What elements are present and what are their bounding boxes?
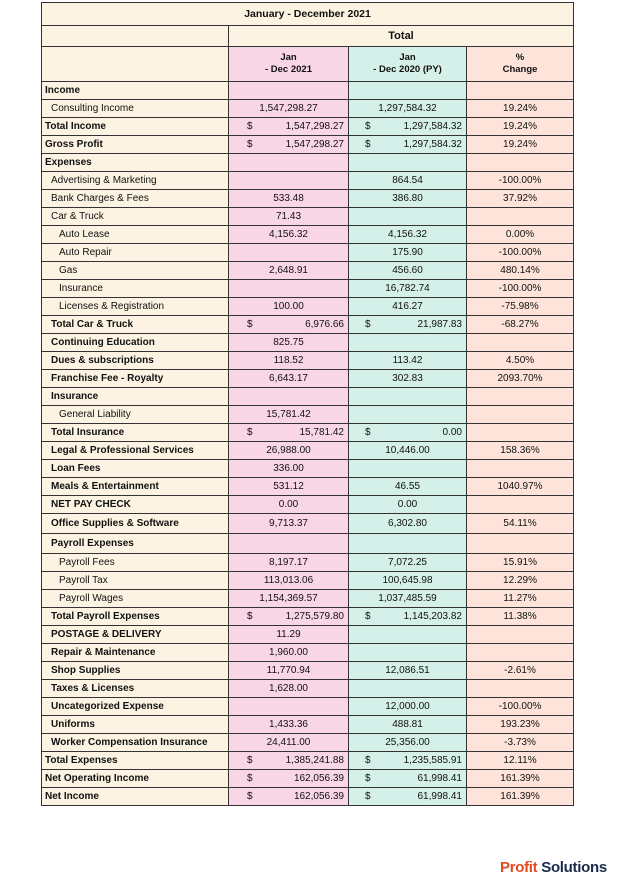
pct-change-value: 12.29%	[467, 572, 574, 590]
pct-change-value	[467, 644, 574, 662]
prior-year-value	[349, 680, 467, 698]
prior-year-value	[349, 608, 467, 626]
pct-change-value: 54.11%	[467, 514, 574, 534]
row-label: Expenses	[42, 154, 229, 172]
table-row	[42, 478, 574, 496]
pct-change-value: 193.23%	[467, 716, 574, 734]
amount: 162,056.39	[293, 791, 344, 802]
table-row	[42, 626, 574, 644]
current-year-value: 113,013.06	[229, 572, 349, 590]
table-row	[42, 460, 574, 478]
prior-year-value: 488.81	[349, 716, 467, 734]
row-label: General Liability	[42, 406, 229, 424]
table-row	[42, 190, 574, 208]
table-row	[42, 154, 574, 172]
row-label: Total Income	[42, 118, 229, 136]
profit-loss-table	[41, 2, 574, 806]
amount: 1,297,584.32	[403, 121, 462, 132]
current-year-value: 1,433.36	[229, 716, 349, 734]
table-row	[42, 334, 574, 352]
pct-change-value	[467, 388, 574, 406]
current-year-value: 11,770.94	[229, 662, 349, 680]
pct-change-value	[467, 460, 574, 478]
prior-year-value: 46.55	[349, 478, 467, 496]
row-label: Dues & subscriptions	[42, 352, 229, 370]
pct-change-value	[467, 680, 574, 698]
current-year-value	[229, 608, 349, 626]
prior-year-value: 6,302.80	[349, 514, 467, 534]
current-year-value: 8,197.17	[229, 554, 349, 572]
current-year-value	[229, 280, 349, 298]
row-label: Taxes & Licenses	[42, 680, 229, 698]
current-year-value: 11.29	[229, 626, 349, 644]
row-label: Total Insurance	[42, 424, 229, 442]
col-current-year-line1: Jan	[280, 52, 297, 63]
table-row	[42, 644, 574, 662]
prior-year-value: 25,356.00	[349, 734, 467, 752]
current-year-value	[229, 316, 349, 334]
prior-year-value: 0.00	[349, 496, 467, 514]
table-row	[42, 734, 574, 752]
table-row	[42, 572, 574, 590]
prior-year-value: 10,446.00	[349, 442, 467, 460]
row-label: Repair & Maintenance	[42, 644, 229, 662]
table-row	[42, 752, 574, 770]
prior-year-value	[349, 424, 467, 442]
row-label: Bank Charges & Fees	[42, 190, 229, 208]
currency-symbol: $	[247, 791, 253, 802]
row-label: Advertising & Marketing	[42, 172, 229, 190]
current-year-value: 533.48	[229, 190, 349, 208]
prior-year-value: 12,086.51	[349, 662, 467, 680]
table-row	[42, 388, 574, 406]
pct-change-value: 19.24%	[467, 118, 574, 136]
row-label: Continuing Education	[42, 334, 229, 352]
prior-year-value: 1,037,485.59	[349, 590, 467, 608]
table-row	[42, 352, 574, 370]
current-year-value	[229, 424, 349, 442]
current-year-value: 825.75	[229, 334, 349, 352]
current-year-value: 26,988.00	[229, 442, 349, 460]
table-row	[42, 788, 574, 806]
row-label: Net Operating Income	[42, 770, 229, 788]
current-year-value: 118.52	[229, 352, 349, 370]
current-year-value	[229, 136, 349, 154]
current-year-value: 531.12	[229, 478, 349, 496]
row-label: Payroll Tax	[42, 572, 229, 590]
table-row	[42, 172, 574, 190]
table-row	[42, 82, 574, 100]
pct-change-value: 11.27%	[467, 590, 574, 608]
row-label: Insurance	[42, 388, 229, 406]
row-label: Meals & Entertainment	[42, 478, 229, 496]
pct-change-value: -2.61%	[467, 662, 574, 680]
col-current-year-line2: - Dec 2021	[264, 64, 312, 75]
table-row	[42, 496, 574, 514]
row-label: POSTAGE & DELIVERY	[42, 626, 229, 644]
current-year-value: 0.00	[229, 496, 349, 514]
prior-year-value	[349, 406, 467, 424]
pct-change-value	[467, 406, 574, 424]
prior-year-value	[349, 752, 467, 770]
amount: 1,547,298.27	[285, 121, 344, 132]
table-row	[42, 406, 574, 424]
row-label: Total Expenses	[42, 752, 229, 770]
brand-part2: Solutions	[537, 859, 607, 876]
blank-header-cell	[42, 26, 229, 47]
prior-year-value: 7,072.25	[349, 554, 467, 572]
table-row	[42, 100, 574, 118]
table-row	[42, 716, 574, 734]
table-row	[42, 316, 574, 334]
current-year-value	[229, 154, 349, 172]
pct-change-value: -75.98%	[467, 298, 574, 316]
table-row	[42, 680, 574, 698]
current-year-value	[229, 244, 349, 262]
current-year-value	[229, 118, 349, 136]
col-pct-change-line1: %	[515, 52, 525, 63]
current-year-value: 2,648.91	[229, 262, 349, 280]
col-prior-year-line2: - Dec 2020 (PY)	[373, 64, 442, 75]
current-year-value: 24,411.00	[229, 734, 349, 752]
amount: 1,275,579.80	[285, 611, 344, 622]
pct-change-value	[467, 424, 574, 442]
row-label: Auto Lease	[42, 226, 229, 244]
table-row	[42, 208, 574, 226]
pct-change-value: -100.00%	[467, 172, 574, 190]
currency-symbol: $	[365, 755, 371, 766]
profit-solutions-logo	[500, 859, 607, 876]
current-year-value: 1,547,298.27	[229, 100, 349, 118]
pct-change-value: 158.36%	[467, 442, 574, 460]
pct-change-value: 12.11%	[467, 752, 574, 770]
prior-year-value	[349, 82, 467, 100]
current-year-value: 6,643.17	[229, 370, 349, 388]
pct-change-value: 19.24%	[467, 100, 574, 118]
prior-year-value: 456.60	[349, 262, 467, 280]
col-prior-year-line1: Jan	[399, 52, 416, 63]
prior-year-value	[349, 460, 467, 478]
current-year-value	[229, 388, 349, 406]
table-row	[42, 226, 574, 244]
current-year-value	[229, 534, 349, 554]
row-label: Insurance	[42, 280, 229, 298]
prior-year-value: 113.42	[349, 352, 467, 370]
amount: 0.00	[442, 427, 462, 438]
prior-year-value: 302.83	[349, 370, 467, 388]
row-label: Total Car & Truck	[42, 316, 229, 334]
pct-change-value: 0.00%	[467, 226, 574, 244]
prior-year-value	[349, 118, 467, 136]
currency-symbol: $	[247, 611, 253, 622]
table-row	[42, 662, 574, 680]
current-year-value: 15,781.42	[229, 406, 349, 424]
brand-part1: Profit	[500, 859, 538, 876]
prior-year-value	[349, 208, 467, 226]
current-year-value	[229, 752, 349, 770]
table-row	[42, 280, 574, 298]
amount: 162,056.39	[293, 773, 344, 784]
row-label: Licenses & Registration	[42, 298, 229, 316]
row-label: Total Payroll Expenses	[42, 608, 229, 626]
pct-change-value: 4.50%	[467, 352, 574, 370]
pct-change-value: 480.14%	[467, 262, 574, 280]
row-label: Legal & Professional Services	[42, 442, 229, 460]
amount: 61,998.41	[417, 773, 462, 784]
pct-change-value: 161.39%	[467, 788, 574, 806]
currency-symbol: $	[247, 755, 253, 766]
currency-symbol: $	[247, 139, 253, 150]
table-row	[42, 590, 574, 608]
pct-change-value: -68.27%	[467, 316, 574, 334]
table-row	[42, 262, 574, 280]
amount: 6,976.66	[305, 319, 344, 330]
table-row	[42, 608, 574, 626]
currency-symbol: $	[247, 319, 253, 330]
pct-change-value: -100.00%	[467, 698, 574, 716]
total-header-row	[42, 26, 574, 47]
prior-year-value	[349, 136, 467, 154]
row-label: Payroll Expenses	[42, 534, 229, 554]
pct-change-value: 37.92%	[467, 190, 574, 208]
currency-symbol: $	[365, 611, 371, 622]
prior-year-value	[349, 154, 467, 172]
currency-symbol: $	[365, 319, 371, 330]
pct-change-value: 161.39%	[467, 770, 574, 788]
currency-symbol: $	[365, 773, 371, 784]
amount: 21,987.83	[417, 319, 462, 330]
table-row	[42, 698, 574, 716]
prior-year-value	[349, 788, 467, 806]
row-label: Loan Fees	[42, 460, 229, 478]
prior-year-value	[349, 644, 467, 662]
prior-year-value	[349, 388, 467, 406]
table-row	[42, 136, 574, 154]
currency-symbol: $	[247, 773, 253, 784]
total-header: Total	[229, 26, 574, 47]
amount: 61,998.41	[417, 791, 462, 802]
pct-change-value	[467, 534, 574, 554]
table-row	[42, 514, 574, 534]
prior-year-value	[349, 770, 467, 788]
prior-year-value: 12,000.00	[349, 698, 467, 716]
prior-year-value: 864.54	[349, 172, 467, 190]
prior-year-value: 416.27	[349, 298, 467, 316]
prior-year-value	[349, 334, 467, 352]
currency-symbol: $	[247, 121, 253, 132]
current-year-value: 1,628.00	[229, 680, 349, 698]
table-row	[42, 244, 574, 262]
pct-change-value	[467, 208, 574, 226]
row-label: Office Supplies & Software	[42, 514, 229, 534]
row-label: Gross Profit	[42, 136, 229, 154]
row-label: Uncategorized Expense	[42, 698, 229, 716]
pct-change-value	[467, 626, 574, 644]
currency-symbol: $	[365, 427, 371, 438]
currency-symbol: $	[365, 139, 371, 150]
period-title-row	[42, 3, 574, 26]
amount: 15,781.42	[299, 427, 344, 438]
pct-change-value: 15.91%	[467, 554, 574, 572]
amount: 1,547,298.27	[285, 139, 344, 150]
row-label: Payroll Fees	[42, 554, 229, 572]
row-label: Income	[42, 82, 229, 100]
current-year-value: 1,154,369.57	[229, 590, 349, 608]
col-prior-year-header	[349, 47, 467, 82]
prior-year-value: 16,782.74	[349, 280, 467, 298]
pct-change-value: 19.24%	[467, 136, 574, 154]
currency-symbol: $	[365, 791, 371, 802]
pct-change-value: 2093.70%	[467, 370, 574, 388]
pct-change-value: -3.73%	[467, 734, 574, 752]
prior-year-value: 386.80	[349, 190, 467, 208]
current-year-value: 4,156.32	[229, 226, 349, 244]
pct-change-value	[467, 334, 574, 352]
row-label: Consulting Income	[42, 100, 229, 118]
row-label: Worker Compensation Insurance	[42, 734, 229, 752]
period-title: January - December 2021	[42, 3, 574, 26]
pct-change-value	[467, 154, 574, 172]
col-pct-change-header	[467, 47, 574, 82]
current-year-value	[229, 82, 349, 100]
row-label: Auto Repair	[42, 244, 229, 262]
current-year-value: 336.00	[229, 460, 349, 478]
row-label: Net Income	[42, 788, 229, 806]
prior-year-value: 175.90	[349, 244, 467, 262]
col-current-year-header	[229, 47, 349, 82]
current-year-value	[229, 788, 349, 806]
current-year-value: 9,713.37	[229, 514, 349, 534]
row-label: Shop Supplies	[42, 662, 229, 680]
current-year-value	[229, 172, 349, 190]
pct-change-value: 11.38%	[467, 608, 574, 626]
row-label: Uniforms	[42, 716, 229, 734]
pct-change-value	[467, 82, 574, 100]
row-label: Payroll Wages	[42, 590, 229, 608]
current-year-value: 71.43	[229, 208, 349, 226]
row-label: Franchise Fee - Royalty	[42, 370, 229, 388]
pct-change-value	[467, 496, 574, 514]
prior-year-value	[349, 534, 467, 554]
table-row	[42, 298, 574, 316]
col-pct-change-line2: Change	[502, 64, 538, 75]
table-row	[42, 770, 574, 788]
table-row	[42, 424, 574, 442]
prior-year-value	[349, 626, 467, 644]
amount: 1,235,585.91	[403, 755, 462, 766]
currency-symbol: $	[365, 121, 371, 132]
amount: 1,385,241.88	[285, 755, 344, 766]
pct-change-value: -100.00%	[467, 280, 574, 298]
amount: 1,145,203.82	[403, 611, 462, 622]
current-year-value: 100.00	[229, 298, 349, 316]
row-label: Gas	[42, 262, 229, 280]
prior-year-value: 4,156.32	[349, 226, 467, 244]
table-row	[42, 534, 574, 554]
row-label: NET PAY CHECK	[42, 496, 229, 514]
pct-change-value: 1040.97%	[467, 478, 574, 496]
currency-symbol: $	[247, 427, 253, 438]
blank-header-cell	[42, 47, 229, 82]
prior-year-value	[349, 316, 467, 334]
table-row	[42, 442, 574, 460]
column-header-row	[42, 47, 574, 82]
current-year-value	[229, 698, 349, 716]
table-row	[42, 554, 574, 572]
pct-change-value: -100.00%	[467, 244, 574, 262]
current-year-value: 1,960.00	[229, 644, 349, 662]
amount: 1,297,584.32	[403, 139, 462, 150]
row-label: Car & Truck	[42, 208, 229, 226]
current-year-value	[229, 770, 349, 788]
prior-year-value: 100,645.98	[349, 572, 467, 590]
prior-year-value: 1,297,584.32	[349, 100, 467, 118]
table-row	[42, 370, 574, 388]
table-row	[42, 118, 574, 136]
